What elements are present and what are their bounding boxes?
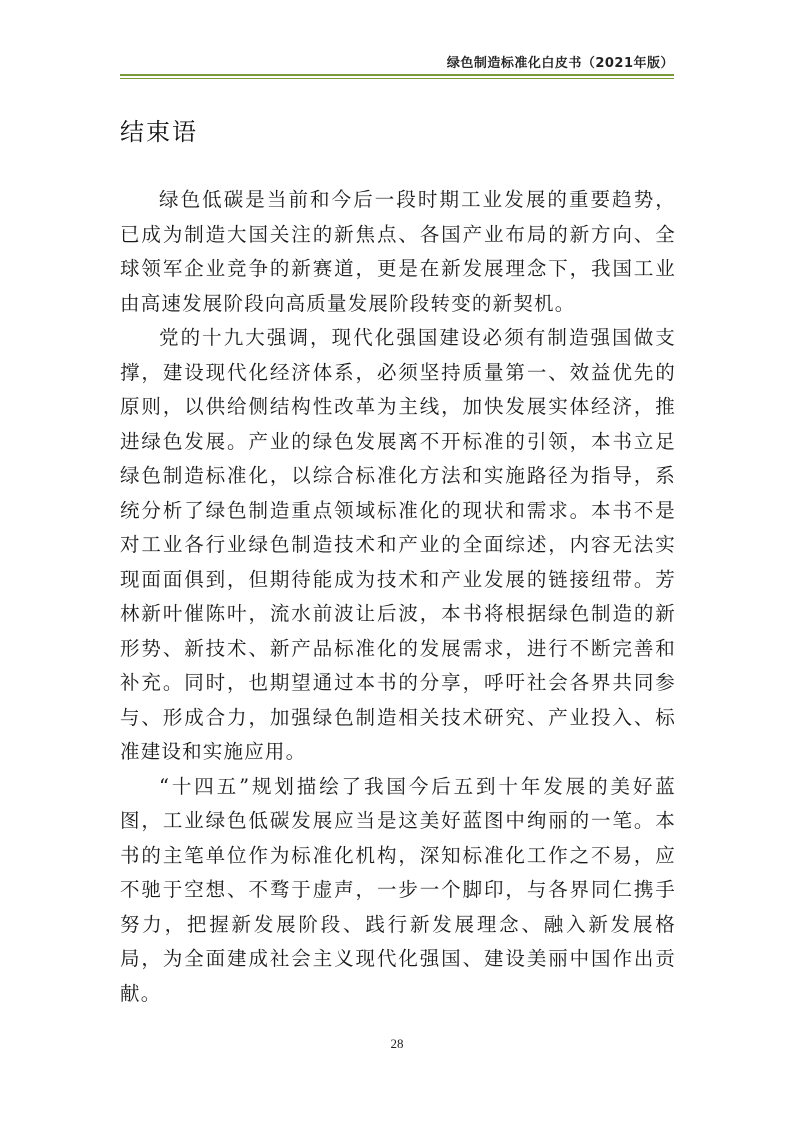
header-title: 绿色制造标准化白皮书（2021年版） [446,56,674,71]
paragraph: 绿色低碳是当前和今后一段时期工业发展的重要趋势，已成为制造大国关注的新焦点、各国产业布局的新方向、全球领军企业竞争的新赛道，更是在新发展理念下，我国工业由高速发展阶段向高质量发展阶段转变的新契机。 [120,188,676,315]
section-title: 结束语 [120,118,198,146]
paragraph: 党的十九大强调，现代化强国建设必须有制造强国做支撑，建设现代化经济体系，必须坚持质量第一、效益优先的原则，以供给侧结构性改革为主线，加快发展实体经济，推进绿色发展。产业的绿色发展离不开标准的引领，本书立足绿色制造标准化，以综合标准化方法和实施路径为指导，系统分析了绿色制造重点领域标准化的现状和需求。本书不是对工业各行业绿色制造技术和产业的全面综述，内容无法实现面面俱到，但期待能成为技术和产业发展的链接纽带。芳林新叶催陈叶，流水前波让后波，本书将根据绿色制造的新形势、新技术、新产品标准化的发展需求，进行不断完善和补充。同时，也期望通过本书的分享，呼吁社会各界共同参与、形成合力，加强绿色制造相关技术研究、产业投入、标准建设和实施应用。 [120,326,676,763]
page-number: 28 [390,1036,404,1051]
header-rule [120,74,674,80]
running-header [120,52,674,71]
body-text [120,183,676,1011]
paragraph: “十四五”规划描绘了我国今后五到十年发展的美好蓝图，工业绿色低碳发展应当是这美好蓝图中绚丽的一笔。本书的主笔单位作为标准化机构，深知标准化工作之不易，应不驰于空想、不骛于虚声，一步一个脚印，与各界同仁携手努力，把握新发展阶段、践行新发展理念、融入新发展格局，为全面建成社会主义现代化强国、建设美丽中国作出贡献。 [120,774,676,1005]
